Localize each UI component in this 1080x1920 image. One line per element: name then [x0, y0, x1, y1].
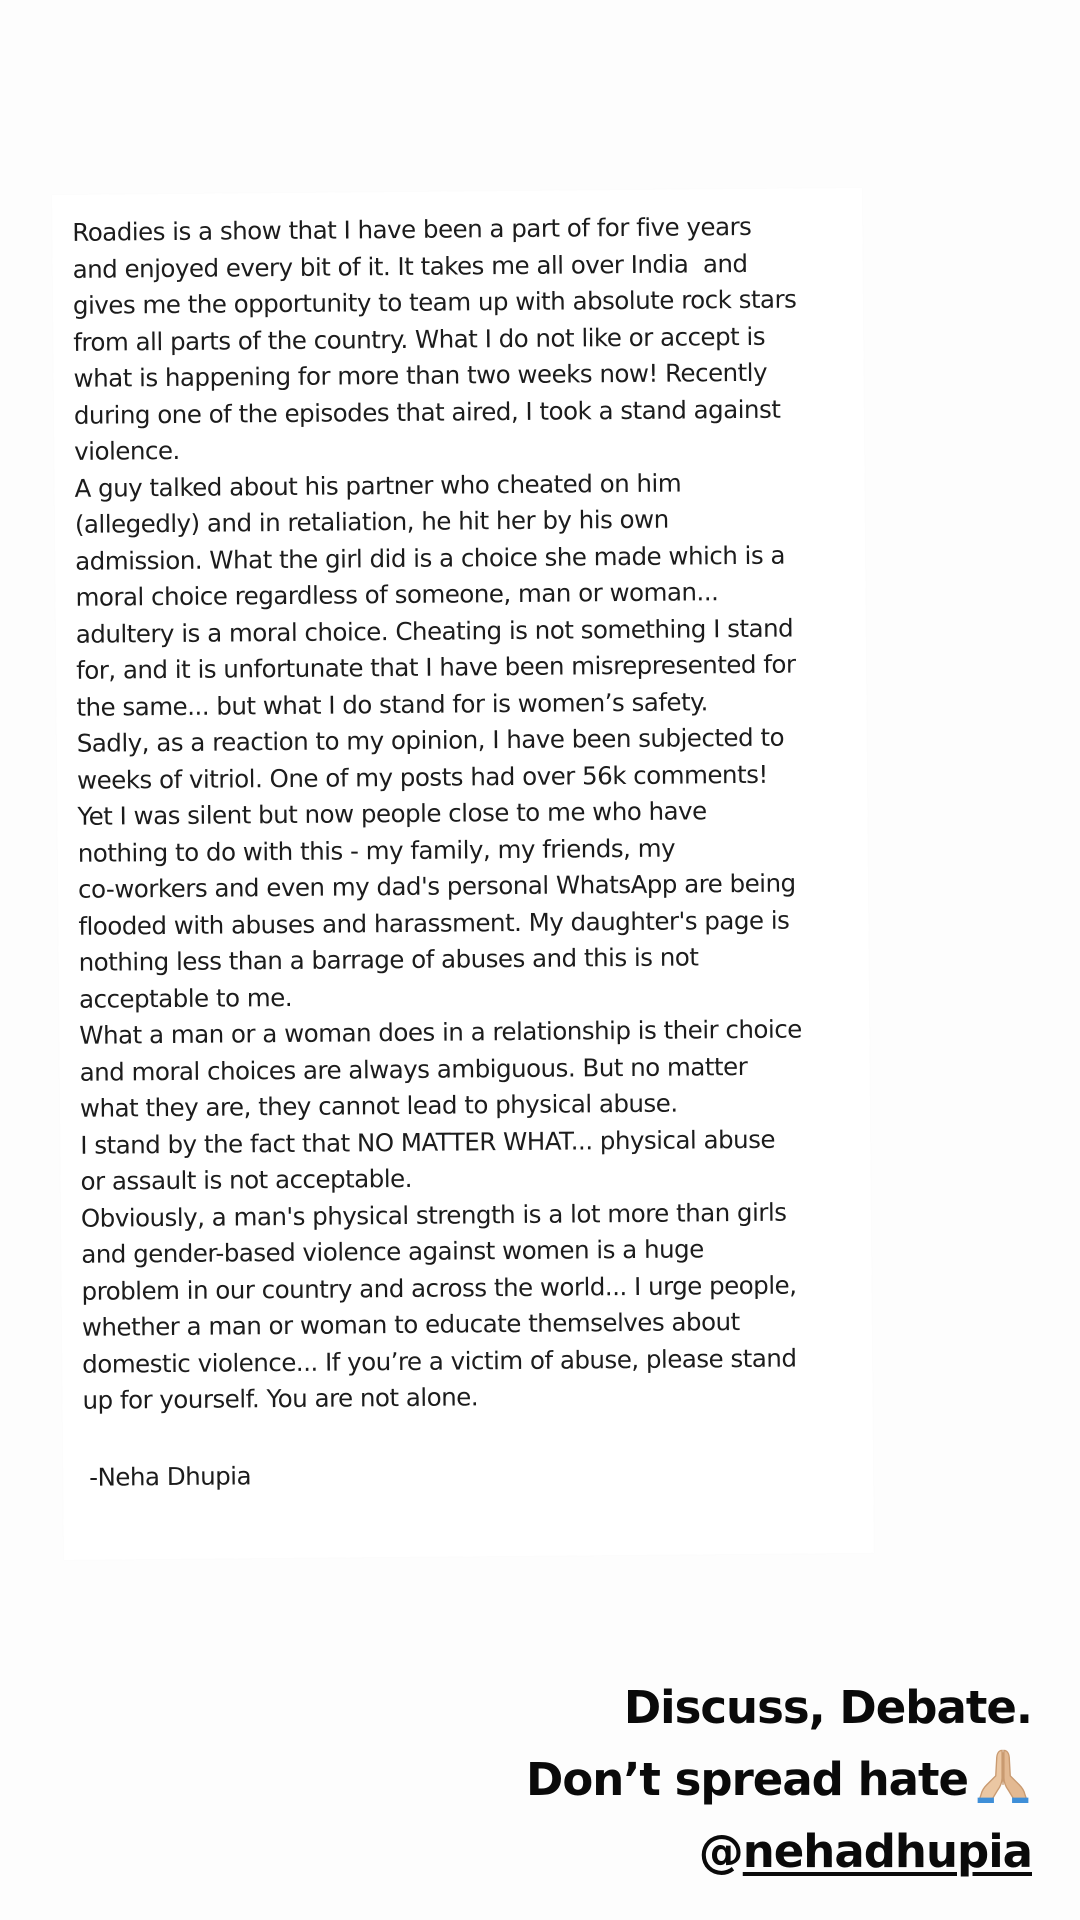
paragraph-stand: I stand by the fact that NO MATTER WHAT... physical abuse or assault is not acceptable.	[80, 1124, 776, 1196]
story-caption	[526, 1672, 1032, 1888]
mention-link[interactable]: nehadhupia	[742, 1825, 1032, 1878]
paragraph-appeal: Obviously, a man's physical strength is a lot more than girls and gender-based violence against women is a huge problem in our country and across the world... I urge people, whether a man or woman to educate themselves about domestic violence... If you’re a victim of abuse, please stand up for yourself. You are not alone.	[80, 1197, 797, 1415]
caption-line-1: Discuss, Debate.	[623, 1681, 1032, 1734]
folded-hands-icon	[974, 1745, 1032, 1803]
paragraph-incident: A guy talked about his partner who cheated on him (allegedly) and in retaliation, he hit her by his own admission. What the girl did is a choice she made which is a moral choice regardless of someone, man or woman... adultery is a moral choice. Cheating is not something I stand for, and it is unfortunate that I have been misrepresented for the same... but what I do stand for is women’s safety. Sadly, as a reaction to my opinion, I have been subjected to weeks of vitriol. One of my posts had over 56k comments! Yet I was silent but now people close to me who have nothing to do with this - my family, my friends, my co-workers and even my dad's personal WhatsApp are being flooded with abuses and harassment. My daughter's page is nothing less than a barrage of abuses and this is not acceptable to me.	[74, 468, 796, 1014]
caption-line-2-text: Don’t spread hate	[526, 1753, 968, 1806]
signature: -Neha Dhupia	[89, 1461, 252, 1492]
caption-line-2	[526, 1744, 1032, 1816]
mention-prefix: @	[698, 1825, 743, 1878]
paragraph-choice: What a man or a woman does in a relationship is their choice and moral choices are always ambiguous. But no matter what they are, they cannot lead to physical abuse.	[79, 1014, 802, 1123]
statement-body	[72, 208, 872, 1419]
caption-line-3	[526, 1816, 1032, 1888]
paragraph-intro: Roadies is a show that I have been a part of for five years and enjoyed every bit of it. It takes me all over India and gives me the opportunity to team up with absolute rock stars from all parts of the country. What I do not like or accept is what is happening for more than two weeks now! Recently during one of the episodes that aired, I took a stand against violence.	[72, 211, 797, 466]
statement-note	[52, 188, 874, 1560]
